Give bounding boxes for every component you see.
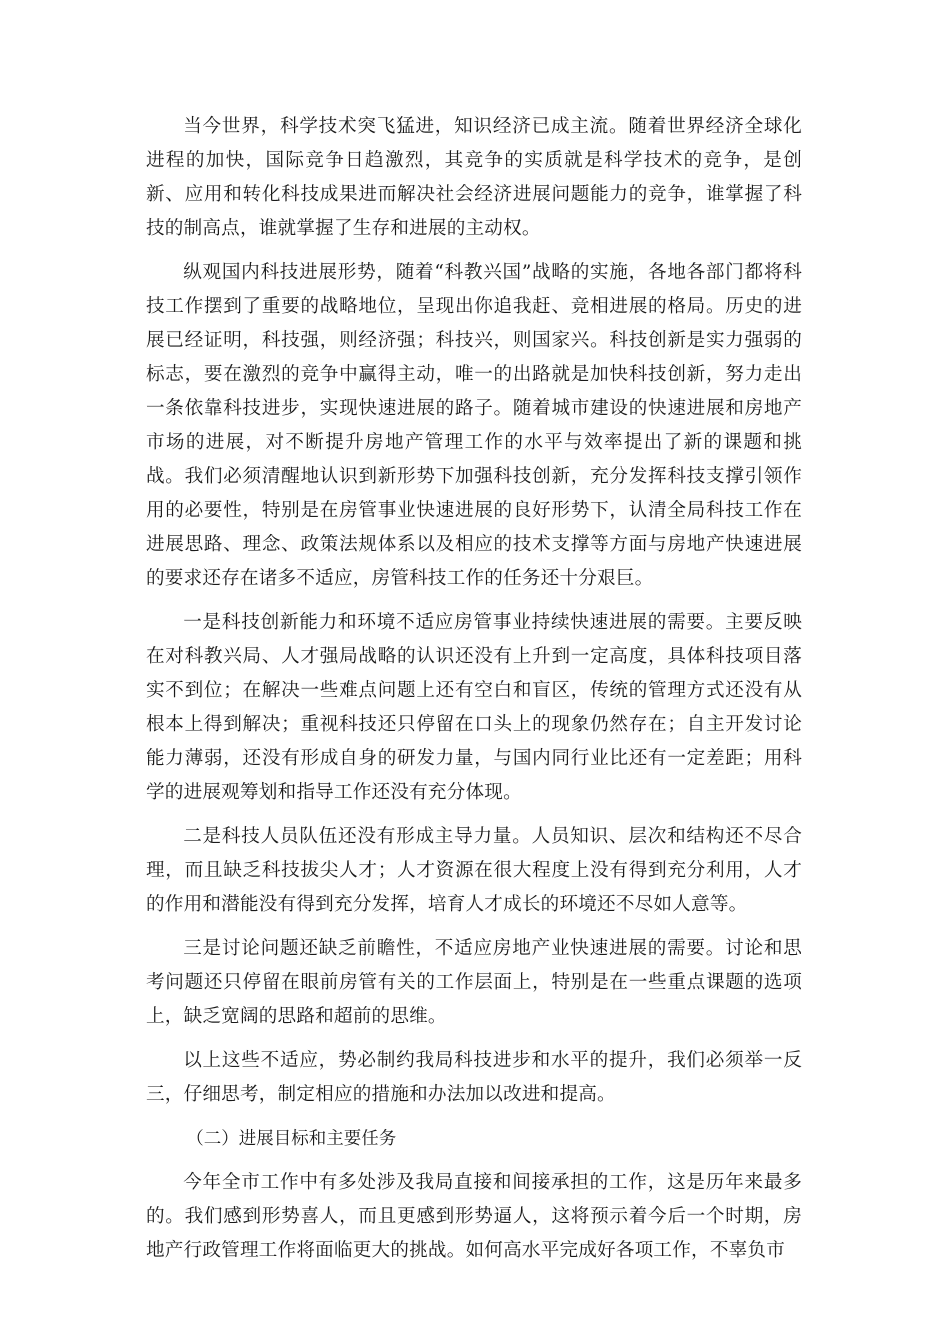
- paragraph-summary: 以上这些不适应，势必制约我局科技进步和水平的提升，我们必须举一反三，仔细思考，制定相应的措施和办法加以改进和提高。: [146, 1050, 802, 1105]
- document-page: [146, 110, 802, 1278]
- paragraph-point-two: 二是科技人员队伍还没有形成主导力量。人员知识、层次和结构还不尽合理，而且缺乏科技拔尖人才；人才资源在很大程度上没有得到充分利用，人才的作用和潜能没有得到充分发挥，培育人才成长的环境还不尽如人意等。: [146, 826, 802, 915]
- paragraph-point-one: 一是科技创新能力和环境不适应房管事业持续快速进展的需要。主要反映在对科教兴局、人才强局战略的认识还没有上升到一定高度，具体科技项目落实不到位；在解决一些难点问题上还有空白和盲区，传统的管理方式还没有从根本上得到解决；重视科技还只停留在口头上的现象仍然存在；自主开发讨论能力薄弱，还没有形成自身的研发力量，与国内同行业比还有一定差距；用科学的进展观筹划和指导工作还没有充分体现。: [146, 612, 802, 803]
- paragraph-point-three: 三是讨论问题还缺乏前瞻性，不适应房地产业快速进展的需要。讨论和思考问题还只停留在眼前房管有关的工作层面上，特别是在一些重点课题的选项上，缺乏宽阔的思路和超前的思维。: [146, 938, 802, 1027]
- section-heading: （二）进展目标和主要任务: [186, 1129, 397, 1149]
- paragraph-domestic-situation: 纵观国内科技进展形势，随着“科教兴国”战略的实施，各地各部门都将科技工作摆到了重要的战略地位，呈现出你追我赶、竞相进展的格局。历史的进展已经证明，科技强，则经济强；科技兴，则国家兴。科技创新是实力强弱的标志，要在激烈的竞争中赢得主动，唯一的出路就是加快科技创新，努力走出一条依靠科技进步，实现快速进展的路子。随着城市建设的快速进展和房地产市场的进展，对不断提升房地产管理工作的水平与效率提出了新的课题和挑战。我们必须清醒地认识到新形势下加强科技创新，充分发挥科技支撑引领作用的必要性，特别是在房管事业快速进展的良好形势下，认清全局科技工作在进展思路、理念、政策法规体系以及相应的技术支撑等方面与房地产快速进展的要求还存在诸多不适应，房管科技工作的任务还十分艰巨。: [146, 262, 802, 589]
- paragraph-this-year: 今年全市工作中有多处涉及我局直接和间接承担的工作，这是历年来最多的。我们感到形势喜人，而且更感到形势逼人，这将预示着今后一个时期，房地产行政管理工作将面临更大的挑战。如何高水平完成好各项工作，不辜负市: [146, 1172, 802, 1261]
- paragraph-world-trend: 当今世界，科学技术突飞猛进，知识经济已成主流。随着世界经济全球化进程的加快，国际竞争日趋激烈，其竞争的实质就是科学技术的竞争，是创新、应用和转化科技成果进而解决社会经济进展问题能力的竞争，谁掌握了科技的制高点，谁就掌握了生存和进展的主动权。: [146, 116, 802, 239]
